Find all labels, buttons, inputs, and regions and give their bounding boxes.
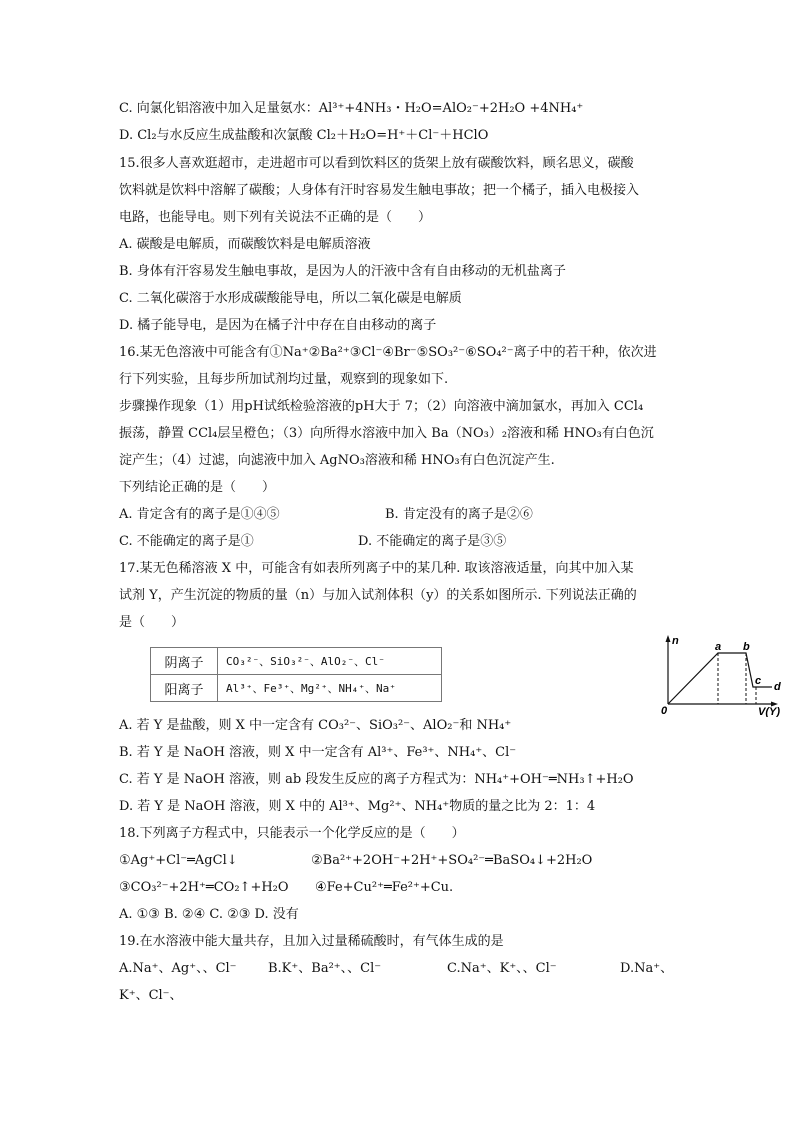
cation-label: 阳离子 [151,675,218,702]
q16-stem-line6: 下列结论正确的是（ ） [119,480,276,495]
precipitate-graph [656,632,786,717]
ion-table [150,647,442,702]
q19-option-c: C.Na⁺、K⁺、、Cl⁻ [447,961,557,976]
q19-option-a: A.Na⁺、Ag⁺、、Cl⁻ [119,961,237,976]
anion-label: 阴离子 [151,648,218,675]
q16-stem-line5: 淀产生；（4）过滤，向滤液中加入 AgNO₃溶液和稀 HNO₃有白色沉淀产生. [119,453,555,468]
graph-point-c: c [755,675,762,687]
q16-option-c: C. 不能确定的离子是① [119,534,254,549]
q18-item-2: ②Ba²⁺+2OH⁻+2H⁺+SO₄²⁻═BaSO₄↓+2H₂O [311,853,593,868]
q16-stem-line1: 16.某无色溶液中可能含有①Na⁺②Ba²⁺③Cl⁻④Br⁻⑤SO₃²⁻⑥SO₄²⁻离子中的若干种，依次进 [119,345,657,360]
q15-stem-line2: 饮料就是饮料中溶解了碳酸；人身体有汗时容易发生触电事故；把一个橘子，插入电极接入 [119,183,640,198]
q18-item-1: ①Ag⁺+Cl⁻═AgCl↓ [119,853,238,868]
graph-y-label: n [672,635,679,647]
q14-option-c: C. 向氯化铝溶液中加入足量氨水：Al³⁺+4NH₃・H₂O=AlO₂⁻+2H₂O +4NH₄⁺ [119,101,584,116]
q18-item-4: ④Fe+Cu²⁺═Fe²⁺+Cu. [315,880,454,895]
q15-option-b: B. 身体有汗容易发生触电事故，是因为人的汗液中含有自由移动的无机盐离子 [119,264,566,279]
anion-row [151,648,442,675]
cation-row [151,675,442,702]
q15-option-c: C. 二氧化碳溶于水形成碳酸能导电，所以二氧化碳是电解质 [119,291,462,306]
q16-stem-line2: 行下列实验，且每步所加试剂均过量，观察到的现象如下. [119,372,449,387]
q19-option-d-cont: K⁺、Cl⁻、 [119,988,183,1003]
q19-option-b: B.K⁺、Ba²⁺、、Cl⁻ [268,961,382,976]
q17-option-c: C. 若 Y 是 NaOH 溶液，则 ab 段发生反应的离子方程式为：NH₄⁺+OH⁻═NH₃↑+H₂O [119,772,634,787]
q16-option-d: D. 不能确定的离子是③⑤ [358,534,507,549]
graph-origin-label: 0 [661,705,668,717]
q14-option-d: D. Cl₂与水反应生成盐酸和次氯酸 Cl₂＋H₂O=H⁺＋Cl⁻＋HClO [119,128,489,143]
anion-value: CO₃²⁻、SiO₃²⁻、AlO₂⁻、Cl⁻ [218,648,442,675]
graph-point-d: d [774,681,781,693]
q17-option-a: A. 若 Y 是盐酸，则 X 中一定含有 CO₃²⁻、SiO₃²⁻、AlO₂⁻和 NH₄⁺ [119,718,512,733]
q16-stem-line4: 振荡，静置 CCl₄层呈橙色；（3）向所得水溶液中加入 Ba（NO₃）₂溶液和稀 HNO₃有白色沉 [119,426,654,441]
q15-option-a: A. 碳酸是电解质，而碳酸饮料是电解质溶液 [119,237,371,252]
q17-option-b: B. 若 Y 是 NaOH 溶液，则 X 中一定含有 Al³⁺、Fe³⁺、NH₄⁺、Cl⁻ [119,745,517,760]
q15-stem-line3: 电路，也能导电。则下列有关说法不正确的是（ ） [119,210,432,225]
q16-option-b: B. 肯定没有的离子是②⑥ [385,507,533,522]
q15-stem-line1: 15.很多人喜欢逛超市，走进超市可以看到饮料区的货架上放有碳酸饮料，顾名思义，碳酸 [119,156,634,171]
q15-option-d: D. 橘子能导电，是因为在橘子汁中存在自由移动的离子 [119,318,437,333]
q17-stem-line3: 是（ ） [119,615,185,630]
graph-point-b: b [743,641,750,653]
graph-y-arrow [666,635,671,642]
cation-value: Al³⁺、Fe³⁺、Mg²⁺、NH₄⁺、Na⁺ [218,675,442,702]
q18-options: A. ①③ B. ②④ C. ②③ D. 没有 [119,907,299,922]
q18-item-3: ③CO₃²⁻+2H⁺═CO₂↑+H₂O [119,880,289,895]
q16-stem-line3: 步骤操作现象（1）用pH试纸检验溶液的pH大于 7；（2）向溶液中滴加氯水，再加入 CCl₄ [119,399,644,414]
q17-option-d: D. 若 Y 是 NaOH 溶液，则 X 中的 Al³⁺、Mg²⁺、NH₄⁺物质的量之比为 2：1：4 [119,799,596,814]
q19-option-d: D.Na⁺、 [620,961,674,976]
q17-stem-line2: 试剂 Y，产生沉淀的物质的量（n）与加入试剂体积（y）的关系如图所示. 下列说法正确的 [119,588,637,603]
graph-x-label: V(Y) [758,706,780,717]
graph-point-a: a [715,641,722,653]
q19-stem: 19.在水溶液中能大量共存，且加入过量稀硫酸时，有气体生成的是 [119,934,504,949]
q16-option-a: A. 肯定含有的离子是①④⑤ [119,507,280,522]
q18-stem: 18.下列离子方程式中，只能表示一个化学反应的是（ ） [119,826,465,841]
q17-stem-line1: 17.某无色稀溶液 X 中，可能含有如表所列离子中的某几种. 取该溶液适量，向其中加入某 [119,561,634,576]
